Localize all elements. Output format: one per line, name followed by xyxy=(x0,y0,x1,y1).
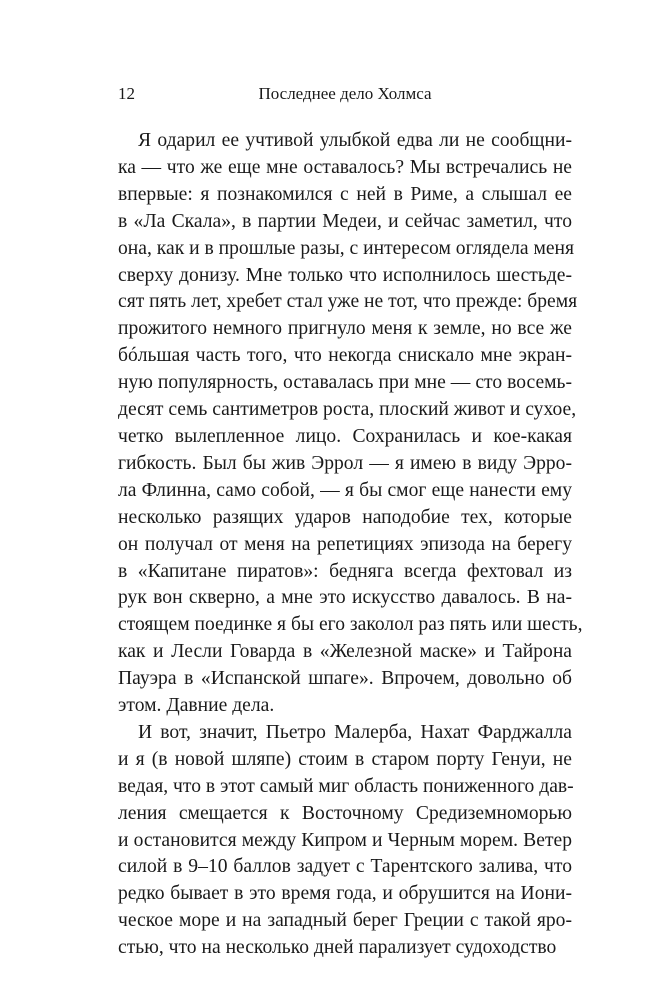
text-line: четко вылепленное лицо. Сохранилась и кое-какая xyxy=(118,425,572,447)
text-line: бóльшая часть того, что некогда снискало мне экран- xyxy=(118,345,572,367)
text-line: ления смещается к Восточному Средиземноморью xyxy=(118,802,572,824)
text-line: Я одарил ее учтивой улыбкой едва ли не сообщни- xyxy=(138,130,572,151)
text-line: сят пять лет, хребет стал уже не тот, что прежде: бремя xyxy=(118,291,578,313)
paragraph xyxy=(118,128,583,720)
text-line: ческое море и на западный берег Греции с такой яро- xyxy=(118,910,572,932)
text-line: стью, что на несколько дней парализует судоходство xyxy=(118,937,557,959)
page-number: 12 xyxy=(118,84,135,103)
text-line: силой в 9–10 баллов задует с Тарентского залива, что xyxy=(118,856,572,878)
text-line: она, как и в прошлые разы, с интересом оглядела меня xyxy=(118,237,575,259)
text-line: редко бывает в это время года, и обрушится на Иони- xyxy=(118,883,572,905)
text-line: ведая, что в этот самый миг область пониженного дав- xyxy=(118,775,574,797)
running-title: Последнее дело Холмса xyxy=(258,84,432,103)
paragraph xyxy=(118,720,572,962)
text-line: он получал от меня на репетициях эпизода на берегу xyxy=(118,533,572,555)
body-text xyxy=(118,128,583,962)
text-line: как и Лесли Говарда в «Железной маске» и Тайрона xyxy=(118,641,572,663)
text-line: в «Ла Скала», в партии Медеи, и сейчас заметил, что xyxy=(118,210,572,232)
text-line: И вот, значит, Пьетро Малерба, Нахат Фарджалла xyxy=(138,721,572,743)
text-line: десят семь сантиметров роста, плоский живот и сухое, xyxy=(118,399,577,421)
text-line: стоящем поединке я бы его заколол раз пять или шесть, xyxy=(118,614,583,636)
text-line: сверху донизу. Мне только что исполнилось шестьде- xyxy=(118,264,572,286)
text-line: Пауэра в «Испанской шпаге». Впрочем, довольно об xyxy=(118,668,572,690)
text-line: в «Капитане пиратов»: бедняга всегда фехтовал из xyxy=(118,560,572,582)
text-line: впервые: я познакомился с ней в Риме, а слышал ее xyxy=(118,183,572,205)
text-line: и я (в новой шляпе) стоим в старом порту Генуи, не xyxy=(118,748,572,770)
text-line: ную популярность, оставалась при мне — сто восемь- xyxy=(118,372,572,394)
text-line: и остановится между Кипром и Черным морем. Ветер xyxy=(118,829,572,851)
text-line: несколько разящих ударов наподобие тех, которые xyxy=(118,506,572,528)
text-line: рук вон скверно, а мне это искусство давалось. В на- xyxy=(118,587,572,609)
text-line: гибкость. Был бы жив Эррол — я имею в виду Эрро- xyxy=(118,452,572,474)
text-line: прожитого немного пригнуло меня к земле, но все же xyxy=(118,318,572,340)
text-line: ка — что же еще мне оставалось? Мы встречались не xyxy=(118,156,572,178)
text-line: этом. Давние дела. xyxy=(118,695,275,717)
text-line: ла Флинна, само собой, — я бы смог еще нанести ему xyxy=(118,479,572,501)
running-header xyxy=(118,84,572,106)
